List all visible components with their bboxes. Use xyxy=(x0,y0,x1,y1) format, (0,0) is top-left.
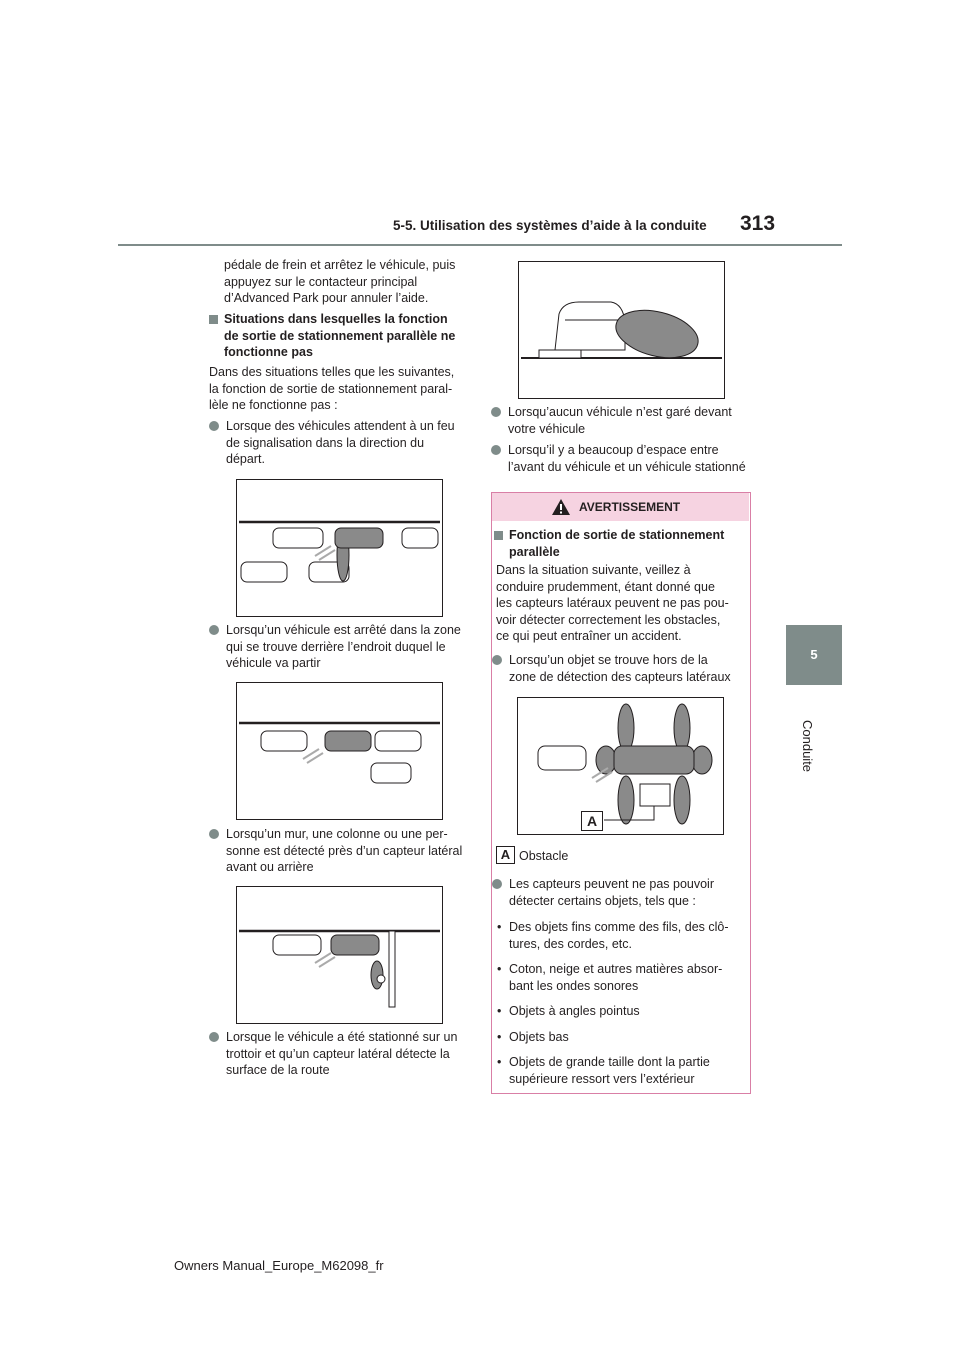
bullet-item: Lorsqu’un objet se trouve hors de la zone de détection des capteurs latéraux xyxy=(509,652,731,685)
list-item: • Objets à angles pointus xyxy=(497,1004,640,1018)
bullet-icon xyxy=(491,445,501,455)
list-item: • Coton, neige et autres matières absor- bant les ondes sonores xyxy=(497,962,723,993)
intro-text: pédale de frein et arrêtez le véhicule, puis appuyez sur le contacteur principal d’Advanced Park pour annuler l’aide. xyxy=(224,258,456,305)
bullet-item: Lorsqu’un véhicule est arrêté dans la zone qui se trouve derrière l’endroit duquel le véhicule va partir xyxy=(226,622,461,672)
section-heading: Situations dans lesquelles la fonction de sortie de stationnement parallèle ne fonctionne pas xyxy=(224,311,455,361)
chapter-label-box xyxy=(786,720,842,780)
section-title: 5-5. Utilisation des systèmes d’aide à la conduite xyxy=(393,218,707,233)
page-number: 313 xyxy=(740,212,776,235)
bullet-icon xyxy=(209,1032,219,1042)
square-bullet-icon xyxy=(494,531,503,540)
figure-sensor-zones xyxy=(517,697,724,835)
bullet-icon xyxy=(209,625,219,635)
square-bullet-icon xyxy=(209,315,218,324)
bullet-icon xyxy=(209,829,219,839)
bullet-icon xyxy=(492,655,502,665)
footer-manual-id: Owners Manual_Europe_M62098_fr xyxy=(174,1258,384,1273)
figure-callout-label: A xyxy=(581,811,603,831)
warning-heading: Fonction de sortie de stationnement parallèle xyxy=(509,527,724,560)
bullet-item: Lorsqu’il y a beaucoup d’espace entre l’avant du véhicule et un véhicule stationné xyxy=(508,442,746,475)
chapter-tab: 5 xyxy=(786,625,842,685)
bullet-item: Lorsqu’aucun véhicule n’est garé devant votre véhicule xyxy=(508,404,732,437)
bullet-icon xyxy=(491,407,501,417)
bullet-icon xyxy=(209,421,219,431)
illustration xyxy=(519,262,724,398)
warning-list xyxy=(497,919,745,1087)
illustration xyxy=(237,480,442,616)
list-item: • Objets bas xyxy=(497,1029,569,1044)
bullet-icon xyxy=(492,879,502,889)
warning-header xyxy=(492,493,749,521)
header-rule xyxy=(118,244,842,246)
figure-curb-side-view xyxy=(518,261,725,399)
illustration xyxy=(237,683,442,819)
bullet-item: Les capteurs peuvent ne pas pouvoir détecter certains objets, tels que : xyxy=(509,876,714,909)
section-paragraph: Dans des situations telles que les suivantes, la fonction de sortie de stationnement paral- lèle ne fonctionne pas : xyxy=(209,365,455,412)
list-item: • Des objets fins comme des fils, des clô- tures, des cordes, etc. xyxy=(497,920,729,951)
bullet-item: Lorsque le véhicule a été stationné sur un trottoir et qu’un capteur latéral détecte la surface de la route xyxy=(226,1029,457,1079)
bullet-item: Lorsqu’un mur, une colonne ou une per- sonne est détecté près d’un capteur latéral avant ou arrière xyxy=(226,826,462,876)
legend-text: Obstacle xyxy=(519,849,569,863)
illustration xyxy=(237,887,442,1023)
legend-letter: A xyxy=(496,846,515,864)
figure-wall-column xyxy=(236,886,443,1024)
bullet-item: Lorsque des véhicules attendent à un feu de signalisation dans la direction du départ. xyxy=(226,418,455,468)
chapter-label: Conduite xyxy=(800,720,815,773)
list-item: • Objets de grande taille dont la partie supérieure ressort vers l’extérieur xyxy=(497,1055,710,1086)
warning-triangle-icon xyxy=(551,498,571,516)
warning-title: AVERTISSEMENT xyxy=(579,500,681,514)
illustration xyxy=(518,698,723,834)
figure-vehicle-behind xyxy=(236,682,443,820)
figure-waiting-vehicles xyxy=(236,479,443,617)
warning-paragraph: Dans la situation suivante, veillez à conduire prudemment, étant donné que les capteurs latéraux peuvent ne pas pou- voir détecter correctement les obstacles, ce qui peut entraîner un accident. xyxy=(496,563,729,643)
